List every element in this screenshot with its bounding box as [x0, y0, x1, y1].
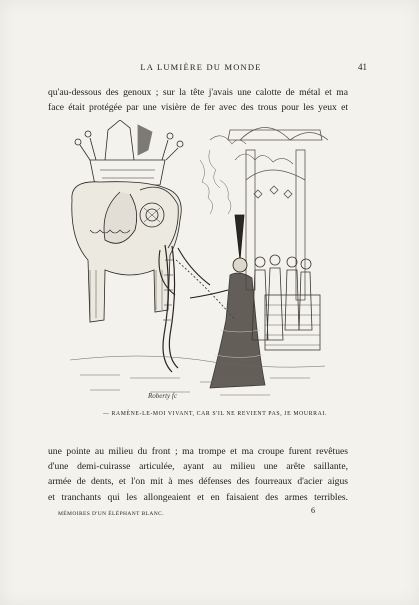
foliage: [200, 150, 231, 214]
footer-signature: MÉMOIRES D'UN ÉLÉPHANT BLANC.: [58, 511, 164, 517]
engraving-illustration: [60, 120, 335, 405]
engraver-signature: Roberty fc: [148, 392, 177, 400]
paragraph-bottom: [48, 444, 348, 505]
text-line: qu'au-dessous des genoux ; sur la tête j'avais une calotte de métal et ma: [48, 87, 348, 98]
page-number: 41: [358, 62, 367, 72]
illustration-caption: — RAMÈNE-LE-MOI VIVANT, CAR S'IL NE REVIENT PAS, JE MOURRAI.: [103, 411, 327, 417]
text-line: armée de dents, et l'on mit à mes défenses des fourreaux d'acier aigus: [48, 476, 348, 488]
attendants: [252, 255, 320, 350]
text-line: face était protégée par une visière de fer avec des trous pour les yeux et: [48, 102, 348, 114]
running-title: LA LUMIÈRE DU MONDE: [140, 62, 262, 72]
elephant: [72, 182, 235, 372]
text-line: et tranchants qui les allongeaient et en faisaient des armes terribles.: [48, 491, 348, 503]
howdah-rider: [75, 120, 183, 185]
text-line: d'une demi-cuirasse articulée, ayant au milieu une arête saillante,: [48, 461, 348, 473]
sheet-number: 6: [311, 506, 315, 515]
text-line: une pointe au milieu du front ; ma trompe et ma croupe furent revêtues: [48, 446, 348, 457]
ground: [70, 356, 325, 395]
paragraph-top: [48, 85, 348, 115]
